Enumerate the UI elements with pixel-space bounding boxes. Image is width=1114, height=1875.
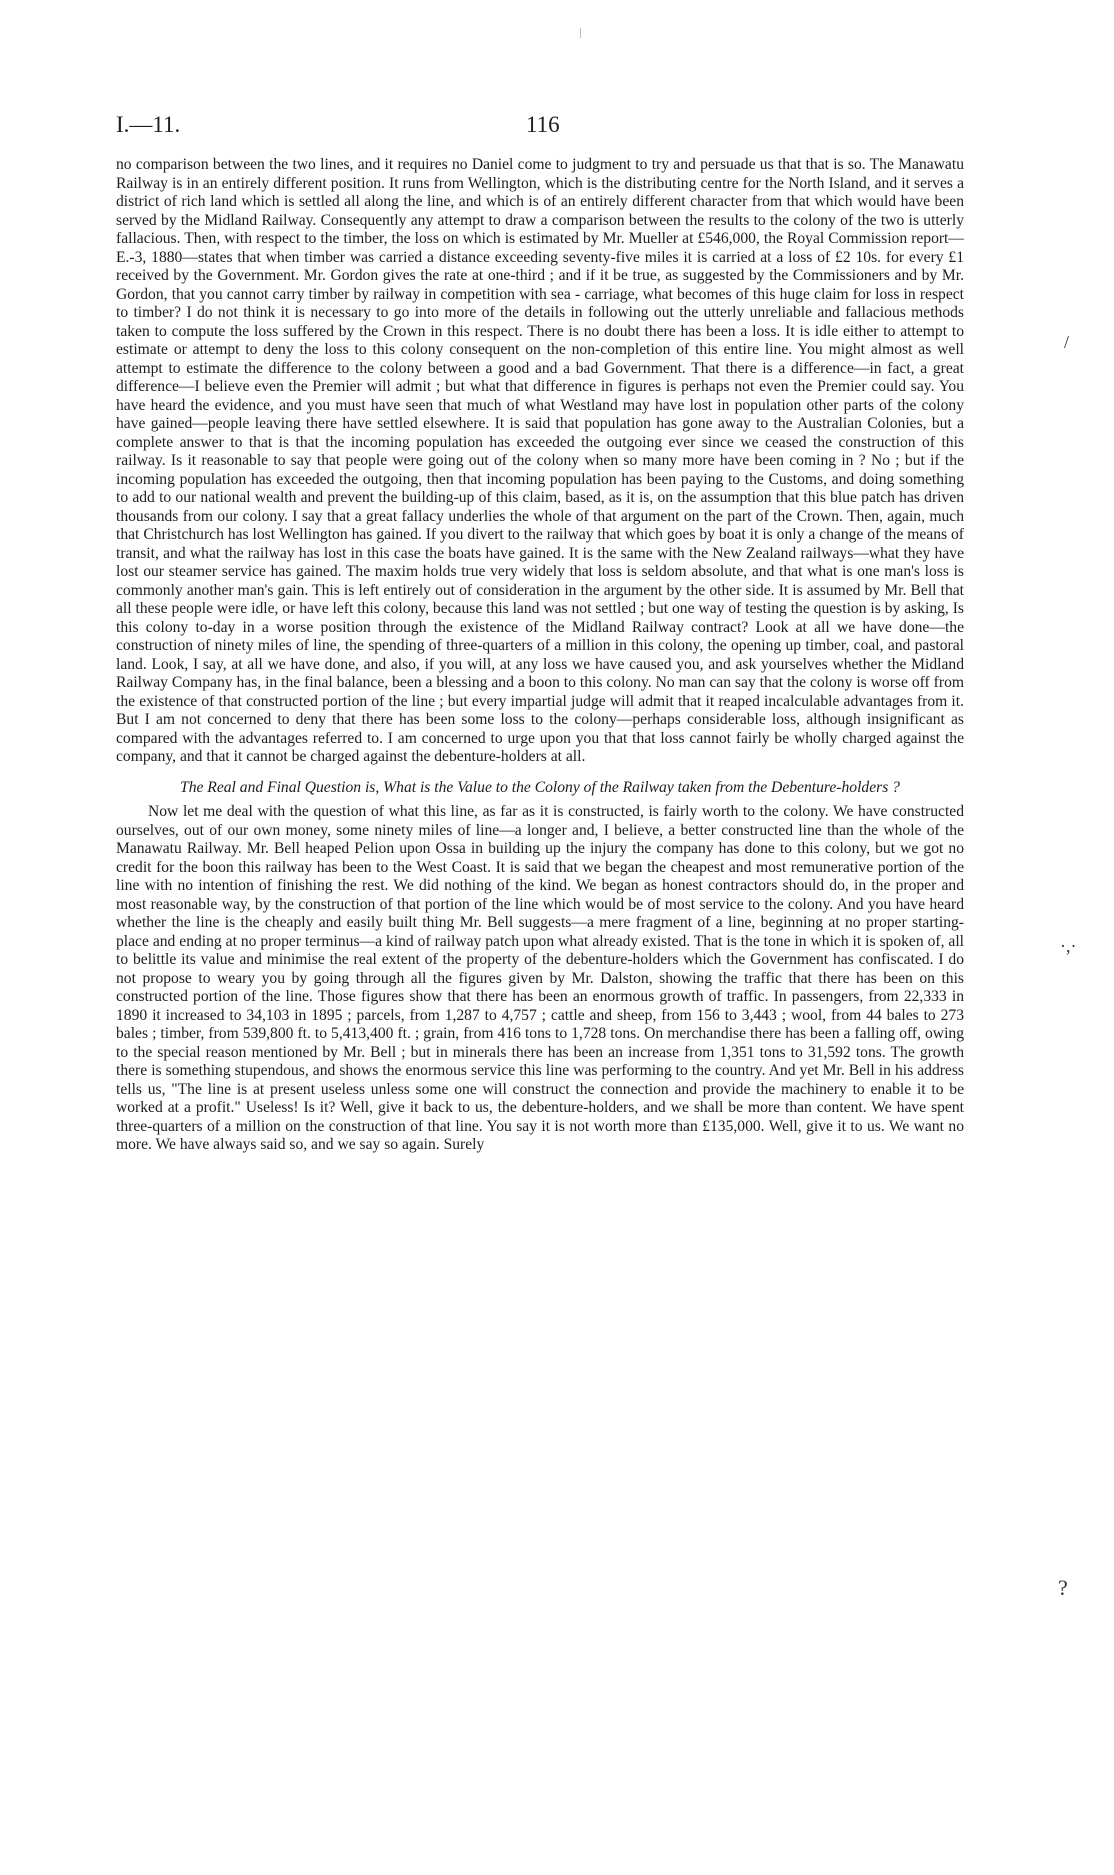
- document-reference: I.—11.: [116, 112, 181, 137]
- margin-annotation: /: [1064, 332, 1070, 352]
- margin-annotation: ?: [1058, 1575, 1068, 1600]
- page-top-mark: [580, 28, 581, 38]
- page-number: 116: [526, 112, 560, 137]
- margin-annotation: ·,·: [1060, 936, 1077, 956]
- body-paragraph: Now let me deal with the question of what this line, as far as it is constructed, is fairly worth to the colony. We have constructed ourselves, out of our own money, some ninety miles of line—a longer and, I believe, a better constructed line than the whole of the Manawatu Railway. Mr. Bell heaped Pelion upon Ossa in building up the injury the company has done to this colony, but we got no credit for the boon this railway has been to the West Coast. It is said that we began the cheapest and most remunerative portion of the line with no intention of finishing the rest. We did nothing of the kind. We began as honest contractors should do, in the proper and most reasonable way, by the construction of that portion of the line which would be of most service to the colony. And you have heard whether the line is the cheaply and easily built thing Mr. Bell suggests—a mere fragment of a line, beginning at no proper starting-place and ending at no proper terminus—a kind of railway patch upon what already existed. That is the tone in which it is spoken of, all to belittle its value and minimise the real extent of the property of the debenture-holders which the Government has confiscated. I do not propose to weary you by going through all the figures given by Mr. Dalston, showing the traffic that there has been on this constructed portion of the line. Those figures show that there has been an enormous growth of traffic. In passengers, from 22,333 in 1890 it increased to 34,103 in 1895 ; parcels, from 1,287 to 4,757 ; cattle and sheep, from 156 to 3,443 ; wool, from 44 bales to 273 bales ; timber, from 539,800 ft. to 5,413,400 ft. ; grain, from 416 tons to 1,728 tons. On merchandise there has been a falling off, owing to the special reason mentioned by Mr. Bell ; but in minerals there has been an increase from 1,351 tons to 31,592 tons. The growth there is something stupendous, and shows the enormous service this line was performing to the country. And yet Mr. Bell in his address tells us, "The line is at present useless unless some one will construct the connection and provide the machinery to enable it to be worked at a profit." Useless! Is it? Well, give it back to us, the debenture-holders, and we shall be more than content. We have spent three-quarters of a million on the construction of that line. You say it is not worth more than £135,000. Well, give it to us. We want no more. We have always said so, and we say so again. Surely: [116, 803, 964, 1153]
- body-paragraph: no comparison between the two lines, and it requires no Daniel come to judgment to try and persuade us that that is so. The Manawatu Railway is in an entirely different position. It runs from Wellington, which is the distributing centre for the North Island, and it serves a district of rich land which is settled all along the line, and which is of an entirely different character from that which would have been served by the Midland Railway. Consequently any attempt to draw a comparison between the results to the colony of the two is utterly fallacious. Then, with respect to the timber, the loss on which is estimated by Mr. Mueller at £546,000, the Royal Commission report—E.-3, 1880—states that when timber was carried a distance exceeding seventy-five miles it is carried at a loss of £2 10s. for every £1 received by the Government. Mr. Gordon gives the rate at one-third ; and if it be true, as suggested by the Commissioners and by Mr. Gordon, that you cannot carry timber by railway in competition with sea - carriage, what becomes of this huge claim for loss in respect to timber? I do not think it is necessary to go into more of the details in following out the utterly unreliable and fallacious methods taken to compute the loss suffered by the Crown in this respect. There is no doubt there has been a loss. It is idle either to attempt to estimate or attempt to deny the loss to this colony consequent on the non-completion of this entire line. You might almost as well attempt to estimate the difference to the colony between a good and a bad Government. That there is a difference—in fact, a great difference—I believe even the Premier will admit ; but what that difference in figures is perhaps not even the Premier could say. You have heard the evidence, and you must have seen that much of what Westland may have lost in population other parts of the colony have gained—people leaving there have settled elsewhere. It is said that population has gone away to the Australian Colonies, but a complete answer to that is that the incoming population has exceeded the outgoing ever since we ceased the construction of this railway. Is it reasonable to say that people were going out of the colony when so many more have been coming in ? No ; but if the incoming population has exceeded the outgoing, then that incoming population has been paying to the Customs, and doing something to add to our national wealth and prevent the building-up of this claim, based, as it is, on the assumption that this blue patch has driven thousands from our colony. I say that a great fallacy underlies the whole of that argument on the part of the Crown. Then, again, much that Christchurch has lost Wellington has gained. If you divert to the railway that which goes by boat it is only a change of the means of transit, and what the railway has lost in this case the boats have gained. It is the same with the New Zealand railways—what they have lost our steamer service has gained. The maxim holds true very widely that loss is seldom absolute, and that what is one man's loss is commonly another man's gain. This is left entirely out of consideration in the argument by the other side. It is assumed by Mr. Bell that all these people were idle, or have left this colony, because this land was not settled ; but one way of testing the question is by asking, Is this colony to-day in a worse position through the existence of the Midland Railway contract? Look at all we have done—the construction of ninety miles of line, the spending of three-quarters of a million in this colony, the opening up timber, coal, and pastoral land. Look, I say, at all we have done, and also, if you will, at any loss we have caused you, and ask yourselves whether the Midland Railway Company has, in the final balance, been a blessing and a boon to this colony. No man can say that the colony is worse off from the existence of that constructed portion of the line ; but every impartial judge will admit that it reaped incalculable advantages from it. But I am not concerned to deny that there has been some loss to the colony—perhaps considerable loss, although insignificant as compared with the advantages referred to. I am concerned to urge upon you that that loss cannot fairly be wholly charged against the company, and that it cannot be charged against the debenture-holders at all.: [116, 156, 964, 765]
- section-heading: The Real and Final Question is, What is the Value to the Colony of the Railway taken from the Debenture-holders ?: [180, 778, 900, 796]
- page-header: [116, 112, 980, 142]
- document-body: [116, 156, 964, 1155]
